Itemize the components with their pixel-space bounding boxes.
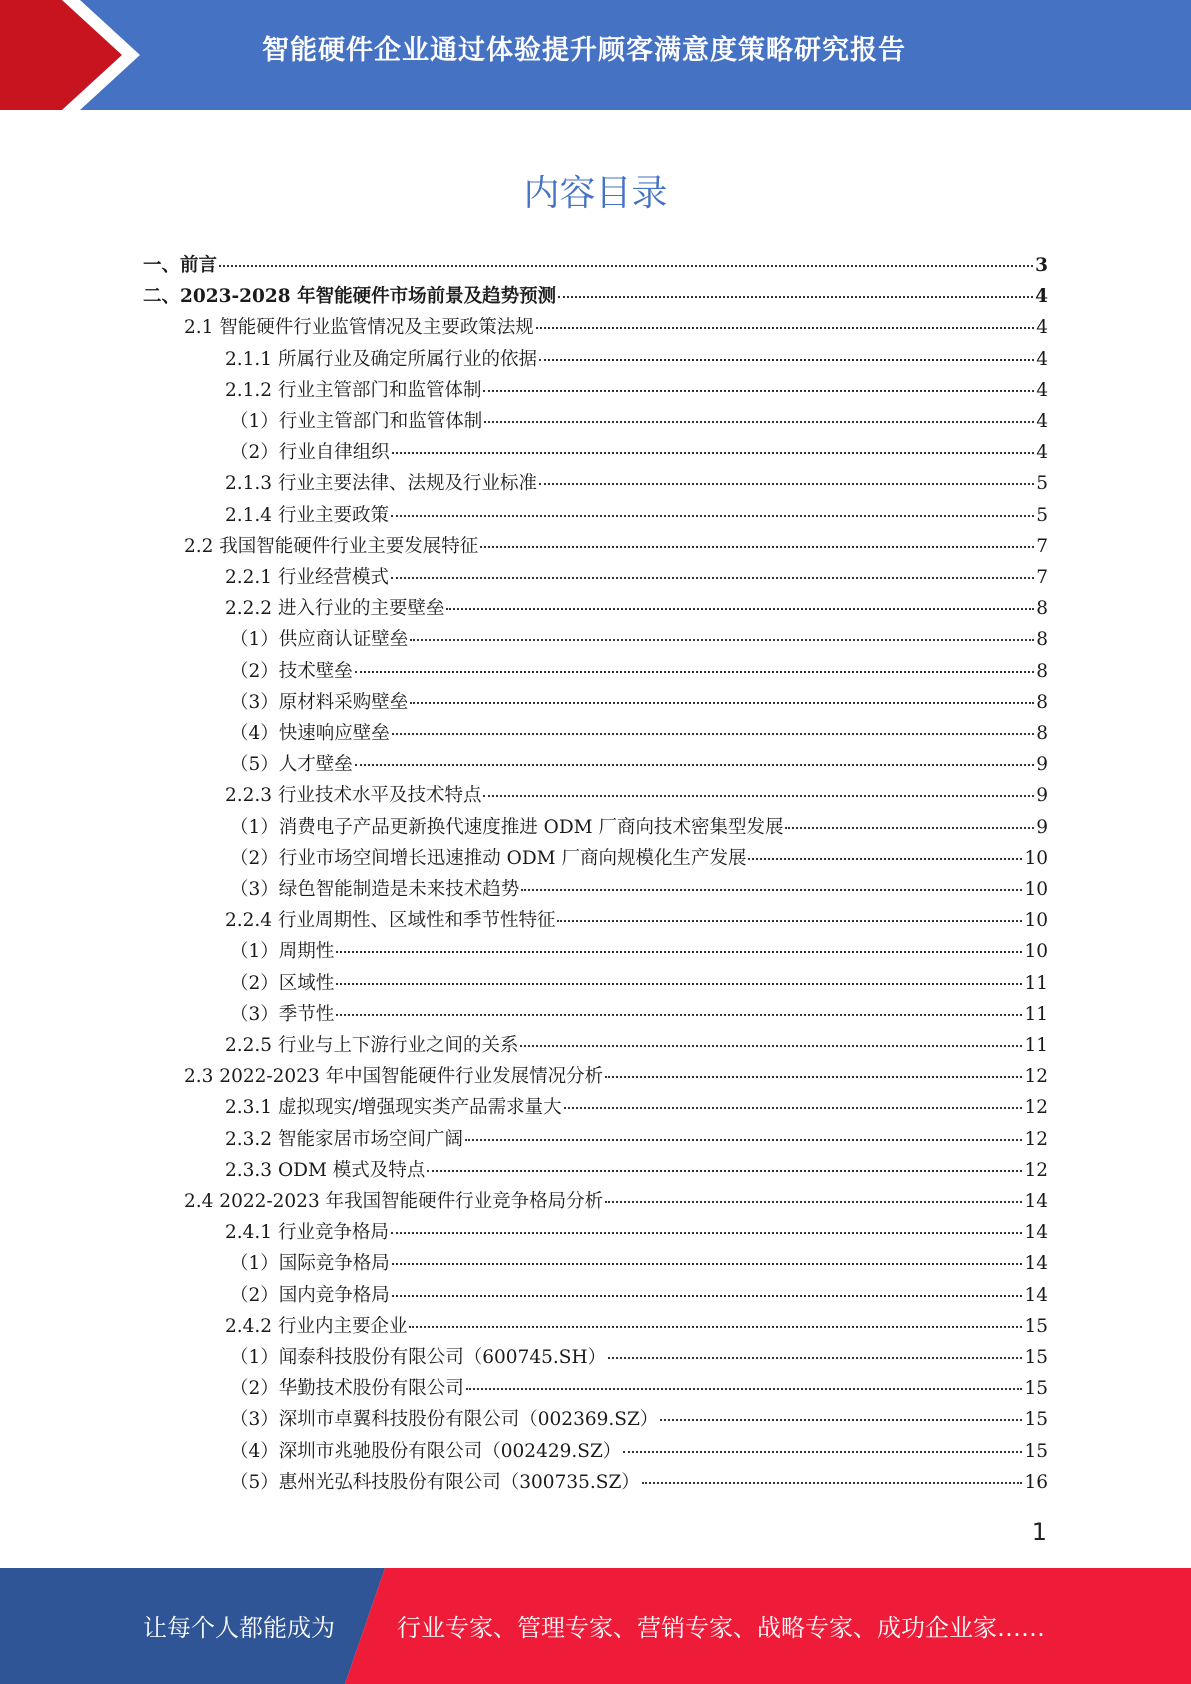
- toc-heading: 内容目录: [523, 173, 668, 214]
- toc-entry-page: 7: [1036, 567, 1048, 588]
- toc-entry-page: 14: [1024, 1253, 1048, 1275]
- toc-entry-label: 2.1.4 行业主要政策: [225, 504, 389, 526]
- toc-entry[interactable]: [230, 1440, 1048, 1464]
- toc-entry-page: 9: [1036, 785, 1048, 807]
- toc-dot-leader: [427, 1170, 1022, 1172]
- toc-entry-label: （1）消费电子产品更新换代速度推进 ODM 厂商向技术密集型发展: [230, 816, 784, 838]
- toc-entry-page: 15: [1024, 1315, 1048, 1337]
- toc-entry[interactable]: [230, 1377, 1048, 1401]
- toc-entry[interactable]: [230, 722, 1048, 746]
- toc-entry[interactable]: [225, 348, 1048, 372]
- toc-dot-leader: [391, 515, 1034, 517]
- toc-dot-leader: [484, 421, 1034, 423]
- toc-entry-label: 二、2023-2028 年智能硬件市场前景及趋势预测: [143, 286, 557, 308]
- toc-entry[interactable]: [230, 628, 1048, 652]
- toc-entry[interactable]: [230, 816, 1048, 840]
- toc-dot-leader: [355, 764, 1034, 766]
- toc-entry-page: 5: [1036, 473, 1048, 495]
- toc-entry[interactable]: [230, 1471, 1048, 1495]
- toc-entry-page: 4: [1036, 348, 1048, 370]
- toc-entry-label: （2）行业市场空间增长迅速推动 ODM 厂商向规模化生产发展: [230, 847, 747, 869]
- toc-entry[interactable]: [230, 1408, 1048, 1432]
- toc-entry-page: 9: [1036, 816, 1048, 838]
- toc-entry-label: （4）快速响应壁垒: [230, 723, 390, 744]
- toc-entry[interactable]: [225, 597, 1048, 621]
- toc-entry-page: 12: [1024, 1097, 1048, 1119]
- toc-entry-page: 12: [1024, 1128, 1048, 1150]
- footer-slogan-left: 让每个人都能成为: [143, 1614, 335, 1642]
- toc-entry-page: 10: [1024, 847, 1048, 869]
- toc-entry-page: 11: [1024, 1035, 1048, 1056]
- toc-entry[interactable]: [143, 285, 1048, 309]
- toc-entry-page: 8: [1036, 660, 1048, 682]
- toc-dot-leader: [446, 608, 1034, 610]
- toc-dot-leader: [465, 1139, 1022, 1141]
- toc-dot-leader: [480, 546, 1034, 548]
- toc-dot-leader: [391, 577, 1034, 579]
- toc-entry-page: 12: [1024, 1066, 1048, 1088]
- toc-entry[interactable]: [225, 909, 1048, 933]
- toc-entry-page: 4: [1035, 286, 1048, 308]
- toc-entry-label: 2.4.2 行业内主要企业: [225, 1315, 408, 1337]
- toc-entry[interactable]: [230, 1003, 1048, 1027]
- toc-dot-leader: [410, 702, 1034, 704]
- toc-entry-label: （3）深圳市卓翼科技股份有限公司（002369.SZ）: [230, 1409, 659, 1431]
- toc-entry-label: 2.1.1 所属行业及确定所属行业的依据: [225, 348, 537, 370]
- toc-entry-label: 2.1 智能硬件行业监管情况及主要政策法规: [184, 317, 534, 339]
- toc-entry-label: （1）闻泰科技股份有限公司（600745.SH）: [230, 1347, 607, 1368]
- toc-entry-page: 7: [1036, 535, 1048, 557]
- toc-entry-page: 9: [1036, 754, 1048, 776]
- toc-dot-leader: [785, 827, 1034, 829]
- toc-dot-leader: [520, 1045, 1022, 1047]
- toc-entry-page: 4: [1036, 442, 1048, 464]
- toc-entry-label: （3）原材料采购壁垒: [230, 691, 409, 713]
- page-footer: [0, 1568, 1191, 1684]
- toc-dot-leader: [557, 920, 1022, 922]
- toc-entry-page: 10: [1024, 910, 1048, 932]
- toc-dot-leader: [392, 1295, 1023, 1297]
- toc-entry-page: 14: [1024, 1284, 1048, 1306]
- toc-entry-page: 14: [1024, 1191, 1048, 1212]
- toc-dot-leader: [336, 1014, 1022, 1016]
- toc-dot-leader: [355, 671, 1034, 673]
- toc-entry-page: 11: [1024, 1003, 1048, 1025]
- toc-entry[interactable]: [184, 316, 1048, 340]
- toc-entry[interactable]: [184, 535, 1048, 559]
- toc-entry-page: 15: [1024, 1347, 1048, 1368]
- toc-dot-leader: [605, 1076, 1022, 1078]
- toc-entry[interactable]: [225, 472, 1048, 496]
- toc-dot-leader: [521, 889, 1022, 891]
- toc-entry-label: 2.3 2022-2023 年中国智能硬件行业发展情况分析: [184, 1066, 604, 1088]
- toc-dot-leader: [392, 733, 1034, 735]
- toc-entry[interactable]: [225, 1096, 1048, 1120]
- page-number: 1: [1031, 1518, 1047, 1546]
- toc-entry-label: 2.1.3 行业主要法律、法规及行业标准: [225, 473, 537, 495]
- toc-entry-page: 16: [1024, 1471, 1048, 1493]
- toc-dot-leader: [536, 327, 1034, 329]
- toc-entry-label: 2.2.2 进入行业的主要壁垒: [225, 598, 445, 620]
- toc-dot-leader: [391, 1232, 1022, 1234]
- toc-dot-leader: [219, 265, 1033, 267]
- toc-entry-page: 3: [1035, 255, 1048, 276]
- toc-dot-leader: [660, 1419, 1022, 1421]
- toc-dot-leader: [642, 1482, 1023, 1484]
- toc-entry-label: 2.2.5 行业与上下游行业之间的关系: [225, 1035, 519, 1056]
- toc-entry-label: （2）华勤技术股份有限公司: [230, 1378, 464, 1400]
- toc-entry[interactable]: [184, 1065, 1048, 1089]
- toc-entry[interactable]: [230, 1284, 1048, 1308]
- toc-entry-page: 15: [1024, 1409, 1048, 1431]
- toc-entry-label: 2.3.1 虚拟现实/增强现实类产品需求量大: [225, 1097, 562, 1119]
- toc-entry[interactable]: [225, 1221, 1048, 1245]
- toc-entry[interactable]: [230, 940, 1048, 964]
- toc-entry-page: 11: [1024, 972, 1048, 994]
- toc-dot-leader: [466, 1388, 1023, 1390]
- toc-entry-page: 10: [1024, 941, 1048, 963]
- toc-dot-leader: [410, 639, 1034, 641]
- toc-entry-label: （1）供应商认证壁垒: [230, 629, 409, 651]
- toc-entry[interactable]: [225, 1128, 1048, 1152]
- toc-dot-leader: [392, 452, 1034, 454]
- toc-entry-label: （2）国内竞争格局: [230, 1284, 390, 1306]
- toc-entry-label: （2）行业自律组织: [230, 442, 390, 464]
- toc-dot-leader: [558, 296, 1033, 298]
- toc-entry[interactable]: [230, 878, 1048, 902]
- toc-entry-label: 2.2.4 行业周期性、区域性和季节性特征: [225, 910, 556, 932]
- toc-entry-page: 5: [1036, 504, 1048, 526]
- toc-dot-leader: [409, 1326, 1022, 1328]
- toc-entry[interactable]: [230, 691, 1048, 715]
- toc-entry-label: （2）技术壁垒: [230, 660, 353, 682]
- page-header: [0, 0, 1191, 110]
- toc-dot-leader: [608, 1357, 1022, 1359]
- toc-entry[interactable]: [230, 660, 1048, 684]
- toc-entry-label: （4）深圳市兆驰股份有限公司（002429.SZ）: [230, 1440, 622, 1462]
- toc-entry-label: （1）行业主管部门和监管体制: [230, 411, 483, 432]
- toc-entry-page: 12: [1024, 1159, 1048, 1181]
- toc-dot-leader: [605, 1201, 1022, 1203]
- toc-entry[interactable]: [230, 1252, 1048, 1276]
- toc-entry[interactable]: [143, 254, 1048, 278]
- toc-entry-label: 2.4 2022-2023 年我国智能硬件行业竞争格局分析: [184, 1191, 604, 1212]
- toc-entry-label: 2.2 我国智能硬件行业主要发展特征: [184, 535, 479, 557]
- toc-entry[interactable]: [225, 1315, 1048, 1339]
- toc-entry-page: 10: [1024, 879, 1048, 900]
- toc-entry[interactable]: [225, 784, 1048, 808]
- header-title: 智能硬件企业通过体验提升顾客满意度策略研究报告: [262, 35, 906, 66]
- toc-dot-leader: [539, 359, 1034, 361]
- toc-entry[interactable]: [230, 441, 1048, 465]
- toc-entry-page: 4: [1036, 411, 1048, 432]
- toc-entry-label: 2.4.1 行业竞争格局: [225, 1222, 389, 1244]
- toc-entry[interactable]: [225, 504, 1048, 528]
- toc-entry[interactable]: [230, 410, 1048, 434]
- toc-entry-page: 8: [1036, 598, 1048, 620]
- toc-dot-leader: [483, 795, 1034, 797]
- toc-entry-page: 15: [1024, 1378, 1048, 1400]
- toc-entry[interactable]: [230, 972, 1048, 996]
- toc-entry-label: 2.3.2 智能家居市场空间广阔: [225, 1128, 463, 1150]
- toc-dot-leader: [483, 390, 1034, 392]
- toc-entry-label: （3）季节性: [230, 1003, 335, 1025]
- toc-dot-leader: [564, 1107, 1023, 1109]
- toc-entry-label: （1）周期性: [230, 941, 335, 963]
- toc-dot-leader: [392, 1263, 1023, 1265]
- toc-entry-page: 4: [1036, 379, 1048, 401]
- toc-dot-leader: [336, 983, 1022, 985]
- toc-entry-label: （3）绿色智能制造是未来技术趋势: [230, 879, 520, 900]
- toc-entry[interactable]: [230, 847, 1048, 871]
- toc-entry[interactable]: [225, 1034, 1048, 1058]
- toc-entry-label: 一、前言: [143, 255, 218, 276]
- footer-slogan-right: 行业专家、管理专家、营销专家、战略专家、成功企业家……: [397, 1614, 1045, 1642]
- toc-entry[interactable]: [225, 379, 1048, 403]
- toc-entry-label: 2.2.1 行业经营模式: [225, 567, 389, 588]
- toc-entry[interactable]: [184, 1190, 1048, 1214]
- toc-entry-page: 15: [1024, 1440, 1048, 1462]
- toc-entry-page: 8: [1036, 723, 1048, 744]
- toc-entry-page: 4: [1036, 317, 1048, 339]
- toc-entry-label: （1）国际竞争格局: [230, 1253, 390, 1275]
- toc-entry-label: 2.1.2 行业主管部门和监管体制: [225, 379, 482, 401]
- toc-dot-leader: [336, 951, 1022, 953]
- toc-dot-leader: [539, 483, 1034, 485]
- toc-entry[interactable]: [230, 1346, 1048, 1370]
- toc-entry-label: （5）人才壁垒: [230, 754, 353, 776]
- toc-entry[interactable]: [225, 1159, 1048, 1183]
- toc-entry[interactable]: [225, 566, 1048, 590]
- toc-entry-label: （2）区域性: [230, 972, 335, 994]
- toc-entry-page: 8: [1036, 629, 1048, 651]
- toc-dot-leader: [748, 858, 1022, 860]
- toc-entry-label: 2.2.3 行业技术水平及技术特点: [225, 785, 482, 807]
- toc-dot-leader: [623, 1451, 1022, 1453]
- toc-entry-label: （5）惠州光弘科技股份有限公司（300735.SZ）: [230, 1471, 640, 1493]
- toc-entry-page: 8: [1036, 691, 1048, 713]
- toc-entry-page: 14: [1024, 1222, 1048, 1244]
- toc-entry[interactable]: [230, 753, 1048, 777]
- toc-entry-label: 2.3.3 ODM 模式及特点: [225, 1159, 426, 1181]
